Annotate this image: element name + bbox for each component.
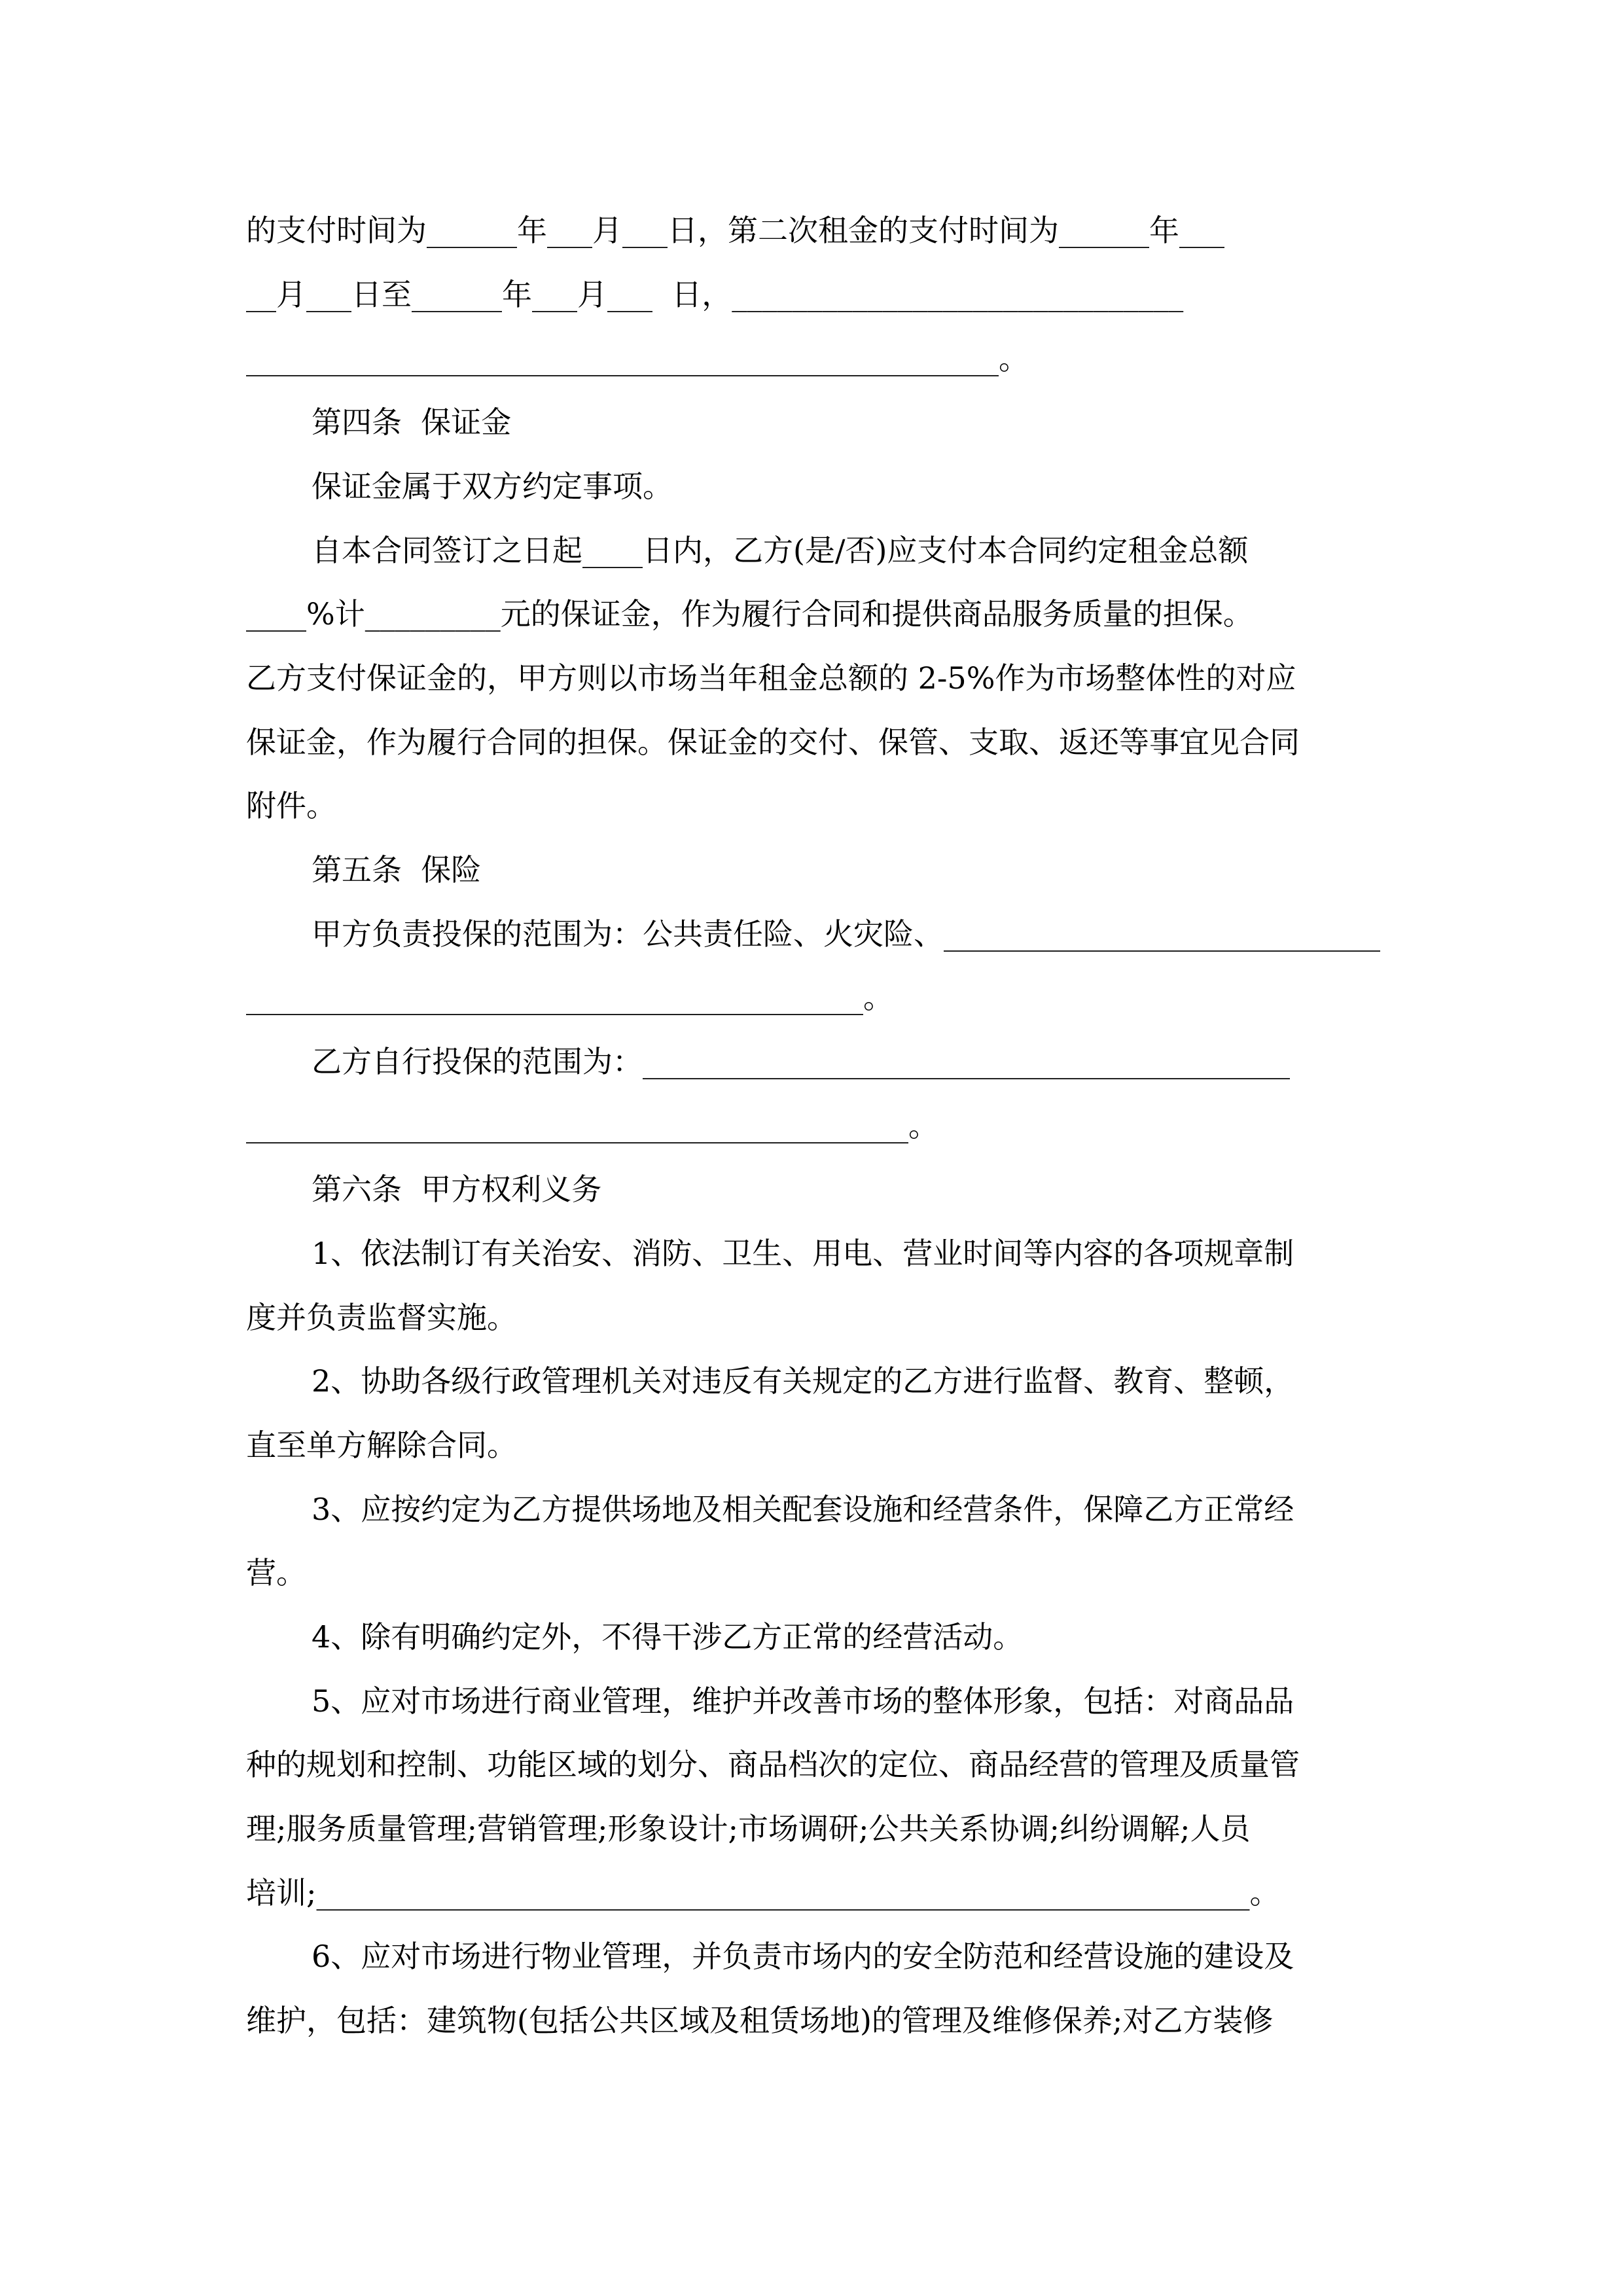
text-line: 自本合同签订之日起____日内，乙方(是/否)应支付本合同约定租金总额: [312, 533, 1249, 568]
text-line: 种的规划和控制、功能区域的划分、商品档次的定位、商品经营的管理及质量管: [246, 1747, 1300, 1782]
text-line: 附件。: [246, 788, 336, 823]
text-line: 3、应按约定为乙方提供场地及相关配套设施和经营条件，保障乙方正常经: [312, 1492, 1294, 1527]
text-line: 直至单方解除合同。: [246, 1427, 517, 1463]
text-line: 度并负责监督实施。: [246, 1300, 517, 1335]
text-line: _________________________________________。: [246, 980, 893, 1015]
text-line: 2、协助各级行政管理机关对违反有关规定的乙方进行监督、教育、整顿，: [312, 1363, 1294, 1399]
text-line: __月___日至______年___月___ 日，______________________________: [246, 277, 1184, 312]
section-heading: 第四条 保证金: [312, 404, 512, 440]
text-line: 保证金属于双方约定事项。: [312, 469, 673, 504]
section-heading: 第五条 保险: [312, 852, 482, 888]
text-line: __________________________________________________。: [246, 341, 1029, 376]
text-line: 乙方支付保证金的，甲方则以市场当年租金总额的 2-5%作为市场整体性的对应: [246, 660, 1296, 696]
text-line: 营。: [246, 1555, 306, 1590]
text-line: 保证金，作为履行合同的担保。保证金的交付、保管、支取、返还等事宜见合同: [246, 725, 1300, 760]
text-line: 理;服务质量管理;营销管理;形象设计;市场调研;公共关系协调;纠纷调解;人员: [246, 1811, 1251, 1846]
text-line: ____________________________________________。: [246, 1108, 938, 1143]
text-line: 培训;______________________________________________________________。: [246, 1875, 1280, 1910]
text-line: 的支付时间为______年___月___日，第二次租金的支付时间为______年___: [246, 213, 1224, 248]
text-line: 甲方负责投保的范围为：公共责任险、火灾险、_____________________________: [312, 916, 1380, 952]
text-line: 5、应对市场进行商业管理，维护并改善市场的整体形象，包括：对商品品: [312, 1683, 1294, 1719]
text-line: 4、除有明确约定外，不得干涉乙方正常的经营活动。: [312, 1619, 1024, 1655]
text-line: 6、应对市场进行物业管理，并负责市场内的安全防范和经营设施的建设及: [312, 1939, 1294, 1974]
text-line: 1、依法制订有关治安、消防、卫生、用电、营业时间等内容的各项规章制: [312, 1236, 1294, 1271]
text-line: 维护，包括：建筑物(包括公共区域及租赁场地)的管理及维修保养;对乙方装修: [246, 2003, 1274, 2038]
section-heading: 第六条 甲方权利义务: [312, 1172, 602, 1207]
text-line: 乙方自行投保的范围为：___________________________________________: [312, 1044, 1290, 1079]
text-line: ____%计_________元的保证金，作为履行合同和提供商品服务质量的担保。: [246, 596, 1253, 632]
